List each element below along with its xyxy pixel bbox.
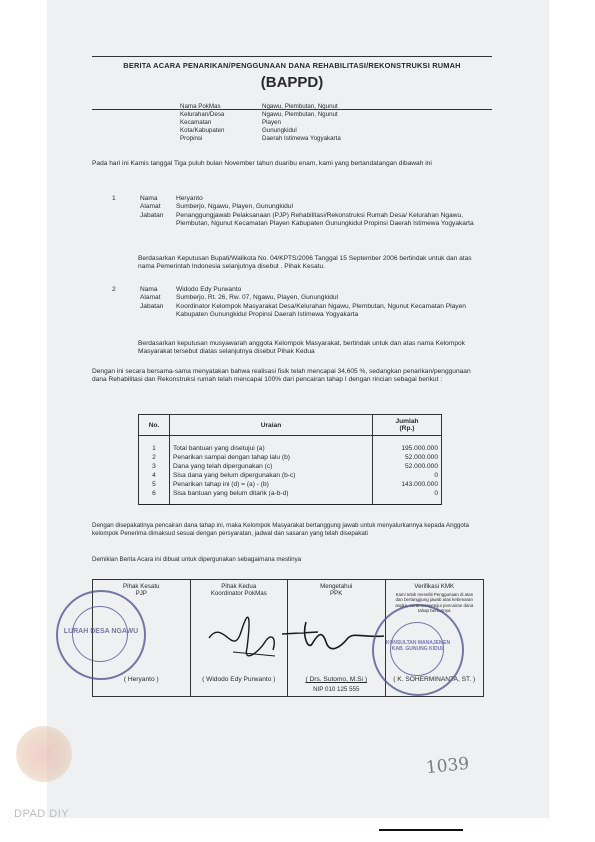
signature-pihak-kedua xyxy=(191,580,289,696)
table-row xyxy=(139,480,442,489)
closing-text: Dengan disepakatinya pencairan dana tahap ini, maka Kelompok Masyarakat bertanggung jawab untuk menyalurkannya kepada Anggota kelompok Penerima dimaksud sesuai dengan persyaratan, jadwal dan sasaran yang telah disepakati xyxy=(92,522,470,537)
party-1 xyxy=(112,195,482,229)
village-stamp-icon xyxy=(56,590,146,680)
row-uraian: Sisa bantuan yang belum ditarik (a-b-d) xyxy=(170,489,373,505)
party-nama: Widodo Edy Purwanto xyxy=(176,286,242,293)
party-alamat: Sumberjo, Ngawu, Playen, Gunungkidul xyxy=(176,203,293,211)
party-alamat: Sumberjo, Rt. 26, Rw. 07, Ngawu, Playen, Gunungkidul xyxy=(176,294,339,302)
location-value: Gunungkidul xyxy=(262,127,297,134)
row-jumlah: 0 xyxy=(373,471,442,480)
party-jabatan-label: Jabatan xyxy=(140,211,164,219)
party-alamat-label: Alamat xyxy=(140,294,161,302)
party-2 xyxy=(112,286,482,320)
party-2-basis: Berdasarkan keputusan musyawarah anggota Kelompok Masyarakat, bertindak untuk dan atas nama Kelompok Masyarakat tersebut diatas selanjutnya disebut Pihak Kedua xyxy=(138,340,465,356)
table-row xyxy=(139,462,442,471)
row-uraian: Penarikan sampai dengan tahap lalu (b) xyxy=(170,453,373,462)
verification-note: Kami telah meneliti Penggunaan di atas dan bertanggung jawab atas kebenaran angka, serta menyetujui pencairan dana tahap berikutnya xyxy=(395,592,474,614)
party-nama-label: Nama xyxy=(140,286,158,293)
row-no: 3 xyxy=(139,462,170,471)
signature-name: ( Widodo Edy Purwanto ) xyxy=(202,676,276,683)
row-no: 6 xyxy=(139,489,170,505)
table-header-row xyxy=(139,415,442,436)
row-jumlah: 52.000.000 xyxy=(373,453,442,462)
party-alamat-label: Alamat xyxy=(140,203,161,211)
signature-nip: NIP 010 125 555 xyxy=(313,686,360,693)
col-header-uraian: Uraian xyxy=(170,415,373,436)
col-header-jumlah xyxy=(373,415,442,436)
signature-role: Mengetahui xyxy=(320,583,353,590)
table-row xyxy=(139,471,442,480)
party-nama-label: Nama xyxy=(140,195,158,202)
intro-text: Pada hari ini Kamis tanggal Tiga puluh bulan November tahun duaribu enam, kami yang bertandatangan dibawah ini xyxy=(92,160,432,167)
location-label: Propinsi xyxy=(180,135,203,142)
signature-mengetahui xyxy=(288,580,386,696)
table-row xyxy=(139,489,442,505)
party-number: 2 xyxy=(112,286,116,293)
col-header-no: No. xyxy=(139,415,170,436)
signature-subrole: Koordinator PokMas xyxy=(210,590,267,597)
location-label: Kecamatan xyxy=(180,119,212,126)
jumlah-label: Jumlah xyxy=(395,418,419,425)
row-jumlah: 0 xyxy=(373,489,442,505)
signature-role: Pihak Kesatu xyxy=(123,583,160,590)
row-jumlah: 143.000.000 xyxy=(373,480,442,489)
document-acronym: (BAPPD) xyxy=(260,74,324,91)
location-value: Daerah Istimewa Yogyakarta xyxy=(262,135,341,142)
location-info xyxy=(180,103,440,143)
stamp-text: LURAH DESA NGAWU xyxy=(63,628,139,635)
location-label: Kelurahan/Desa xyxy=(180,111,225,118)
location-label: Nama PokMas xyxy=(180,103,221,110)
consultant-stamp-icon xyxy=(372,604,464,696)
signature-name: ( K. SOHERMINANTA, ST. ) xyxy=(393,676,476,683)
page-number: 1039 xyxy=(425,753,471,779)
row-jumlah: 195.000.000 xyxy=(373,436,442,454)
signature-subrole: PPK xyxy=(330,590,343,597)
party-jabatan-label: Jabatan xyxy=(140,302,164,310)
uraian-table xyxy=(138,414,442,505)
party-nama: Heryanto xyxy=(176,195,203,202)
location-value: Playen xyxy=(262,119,281,126)
agreement-text: Dengan ini secara bersama-sama menyatakan bahwa realisasi fisik telah mencapai 34,605 %, sedangkan penarikan/penggunaan dana Rehabilitasi dan Rekonstruksi rumah telah mencapai 100% dari pencairan tahap I dengan rincian sebagai berikut : xyxy=(92,368,471,384)
signature-name: ( Heryanto ) xyxy=(123,676,159,683)
scan-mark xyxy=(379,829,463,831)
party-1-basis: Berdasarkan Keputusan Bupati/Walikota No. 04/KPTS/2006 Tanggal 15 September 2006 bertindak untuk dan atas nama Pemerintah Indonesia selanjutnya disebut . Pihak Kesatu. xyxy=(138,255,472,271)
signature-subrole: PJP xyxy=(135,590,147,597)
party-number: 1 xyxy=(112,195,116,202)
row-uraian: Total bantuan yang disetujui (a) xyxy=(170,436,373,454)
document-title: BERITA ACARA PENARIKAN/PENGGUNAAN DANA REHABILITASI/REKONSTRUKSI RUMAH xyxy=(123,61,461,70)
signature-scribble-icon xyxy=(203,608,283,668)
row-no: 1 xyxy=(139,436,170,454)
signature-role: Verifikasi KMK xyxy=(414,583,455,590)
row-no: 4 xyxy=(139,471,170,480)
row-uraian: Dana yang telah dipergunakan (c) xyxy=(170,462,373,471)
party-jabatan: Penanggungjawab Pelaksanaan (PJP) Rehabilitasi/Rekonstruksi Rumah Desa/ Kelurahan Ngawu, Plembutan, Ngunut Kecamatan Playen Kabupaten Gunungkidul Propinsi Daerah Istimewa Yogyakarta xyxy=(176,211,474,228)
signature-role: Pihak Kedua xyxy=(221,583,257,590)
row-uraian: Penarikan tahap ini (d) = (a) - (b) xyxy=(170,480,373,489)
jumlah-unit: (Rp.) xyxy=(399,425,415,432)
party-jabatan: Koordinator Kelompok Masyarakat Desa/Kelurahan Ngawu, Plembutan, Ngunut Kecamatan Playen Kabupaten Gunungkidul Propinsi Daerah Istimewa Yogyakarta xyxy=(176,302,466,319)
location-value: Ngawu, Plembutan, Ngunut xyxy=(262,111,338,118)
document-header xyxy=(92,56,492,110)
location-label: Kota/Kabupaten xyxy=(180,127,225,134)
dpad-emblem-icon xyxy=(16,726,72,782)
closing-statement: Demikian Berita Acara ini dibuat untuk dipergunakan sebagaimana mestinya xyxy=(92,556,302,563)
stamp-text: KONSULTAN MANAJEMEN KAB. GUNUNG KIDUL xyxy=(385,640,451,652)
row-jumlah: 52.000.000 xyxy=(373,462,442,471)
table-row xyxy=(139,436,442,454)
row-uraian: Sisa dana yang belum dipergunakan (b-c) xyxy=(170,471,373,480)
location-value: Ngawu, Plembutan, Ngunut xyxy=(262,103,338,110)
row-no: 5 xyxy=(139,480,170,489)
signature-name: ( Drs. Sutomo, M.Si ) xyxy=(305,676,368,683)
table-row xyxy=(139,453,442,462)
row-no: 2 xyxy=(139,453,170,462)
watermark-text: DPAD DIY xyxy=(14,808,70,820)
